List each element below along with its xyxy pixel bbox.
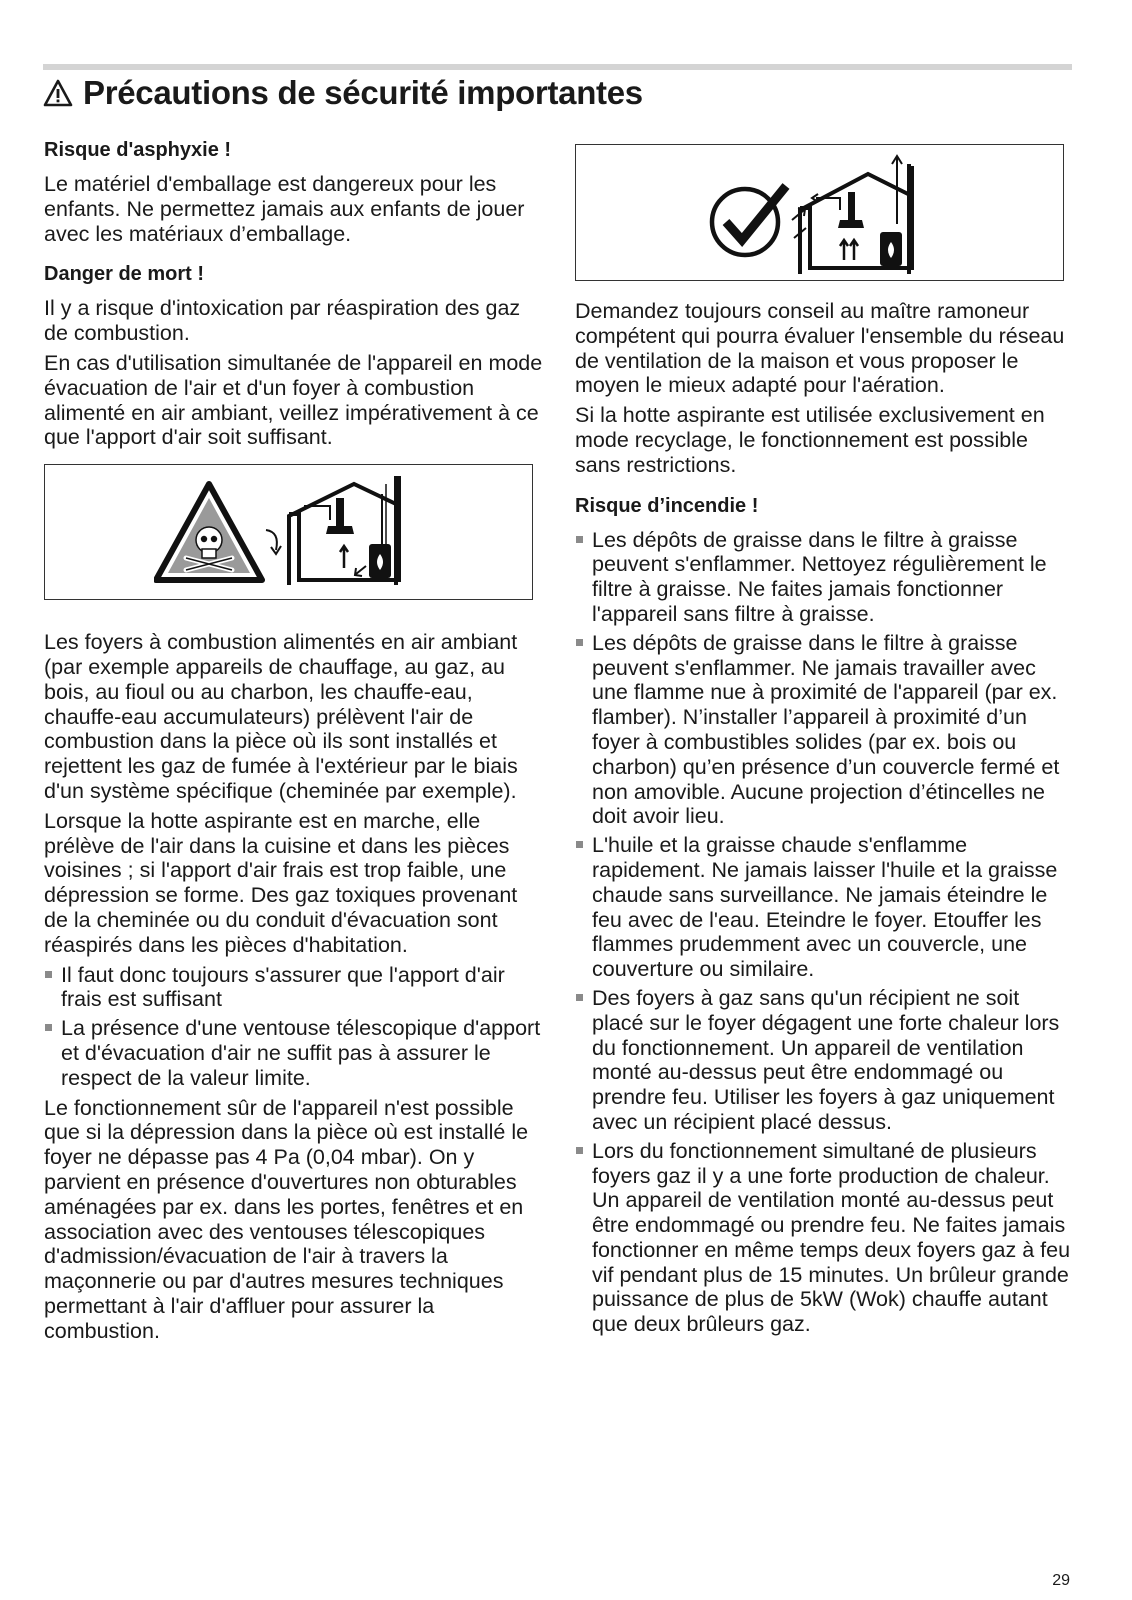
page-title-text: Précautions de sécurité importantes <box>83 74 643 111</box>
page-title <box>43 74 643 112</box>
checkmark-house-diagram <box>700 150 940 276</box>
list-item: Il faut donc toujours s'assurer que l'apport d'air frais est suffisant <box>44 963 544 1013</box>
asphyxia-text: Le matériel d'emballage est dangereux pour les enfants. Ne permettez jamais aux enfants de jouer avec les matériaux d’emballage. <box>44 172 525 246</box>
list-item: L'huile et la graisse chaude s'enflamme rapidement. Ne jamais laisser l'huile et la graisse chaude sans surveillance. Ne jamais éteindre le feu avec de l'eau. Eteindre le foyer. Etouffer les flammes prudemment avec un couvercle, une couverture ou similaire. <box>575 833 1075 982</box>
top-rule <box>43 64 1072 70</box>
checkmark-icon <box>712 189 778 255</box>
danger-figure <box>44 464 533 600</box>
bullet-icon <box>576 639 583 646</box>
chimney-sweep-paragraph: Demandez toujours conseil au maître ramoneur compétent qui pourra évaluer l'ensemble du réseau de ventilation de la maison et vous proposer le moyen le mieux adapté pour l'aération. <box>575 299 1065 398</box>
ok-figure <box>575 144 1064 281</box>
list-item: Les dépôts de graisse dans le filtre à graisse peuvent s'enflammer. Nettoyez régulièrement le filtre à graisse. Ne faites jamais fonctionner l'appareil sans filtre à graisse. <box>575 528 1075 627</box>
right-column <box>575 138 1075 1342</box>
fire-list <box>575 528 1075 1338</box>
warning-triangle-icon <box>43 79 73 107</box>
bullet-icon <box>576 536 583 543</box>
left-column <box>44 138 544 1348</box>
list-item: La présence d'une ventouse télescopique d'apport et d'évacuation d'air ne suffit pas à assurer le respect de la valeur limite. <box>44 1016 544 1090</box>
depression-paragraph: Lorsque la hotte aspirante est en marche, elle prélève de l'air dans la cuisine et dans les pièces voisines ; si l'apport d'air frais est trop faible, une dépression se forme. Des gaz toxiques provenant de la cheminée ou du conduit d'évacuation sont réaspirés dans les pièces d'habitation. <box>44 808 518 957</box>
fire-heading: Risque d’incendie ! <box>575 494 759 517</box>
bullet-icon <box>576 994 583 1001</box>
bullet-icon <box>45 1024 52 1031</box>
list-item: Les dépôts de graisse dans le filtre à graisse peuvent s'enflammer. Ne jamais travailler avec une flamme nue à proximité de l'appareil (par ex. flamber). N’installer l’appareil à proximité d’un foyer à combustibles solides (par ex. bois ou charbon) qu’en présence d’un couvercle fermé et non amovible. Aucune projection d’étincelles ne doit avoir lieu. <box>575 631 1075 829</box>
asphyxia-heading: Risque d'asphyxie ! <box>44 139 232 161</box>
skull-warning-house-diagram <box>154 470 424 594</box>
death-paragraph-1: Il y a risque d'intoxication par réaspiration des gaz de combustion. <box>44 296 521 346</box>
death-paragraph-2: En cas d'utilisation simultanée de l'appareil en mode évacuation de l'air et d'un foyer à combustion alimenté en air ambiant, veillez impérativement à ce que l'apport d'air soit suffisant. <box>44 350 543 450</box>
recirculation-paragraph: Si la hotte aspirante est utilisée exclusivement en mode recyclage, le fonctionnement est possible sans restrictions. <box>575 403 1045 477</box>
bullet-icon <box>576 841 583 848</box>
list-item: Lors du fonctionnement simultané de plusieurs foyers gaz il y a une forte production de chaleur. Un appareil de ventilation monté au-dessus peut être endommagé ou prendre feu. Ne faites jamais fonctionner en même temps deux foyers gaz à feu vif pendant plus de 15 minutes. Un brûleur grande puissance de plus de 5kW (Wok) chauffe autant que deux brûleurs gaz. <box>575 1139 1075 1337</box>
death-heading: Danger de mort ! <box>44 263 205 286</box>
page-number: 29 <box>1052 1572 1070 1589</box>
bullet-icon <box>45 971 52 978</box>
list-item: Des foyers à gaz sans qu'un récipient ne soit placé sur le foyer dégagent une forte chaleur lors du fonctionnement. Un appareil de ventilation monté au-dessus peut être endommagé ou prendre feu. Utiliser les foyers à gaz uniquement avec un récipient placé dessus. <box>575 986 1075 1135</box>
safe-operation-paragraph: Le fonctionnement sûr de l'appareil n'est possible que si la dépression dans la pièce où est installé le foyer ne dépasse pas 4 Pa (0,04 mbar). On y parvient en présence d'ouvertures non obturables aménagées par ex. dans les portes, fenêtres et en association avec des ventouses télescopiques d'admission/évacuation de l'air à travers la maçonnerie ou par d'autres mesures techniques permettant à l'air d'affluer pour assurer la combustion. <box>44 1095 529 1343</box>
air-supply-list <box>44 963 544 1091</box>
combustion-paragraph: Les foyers à combustion alimentés en air ambiant (par exemple appareils de chauffage, au gaz, au bois, au fioul ou au charbon, les chauffe-eau, chauffe-eau accumulateurs) prélèvent l'air de combustion dans la pièce où ils sont installés et rejettent les gaz de fumée à l'extérieur par le biais d'un système spécifique (cheminée par exemple). <box>44 630 518 803</box>
bullet-icon <box>576 1147 583 1154</box>
